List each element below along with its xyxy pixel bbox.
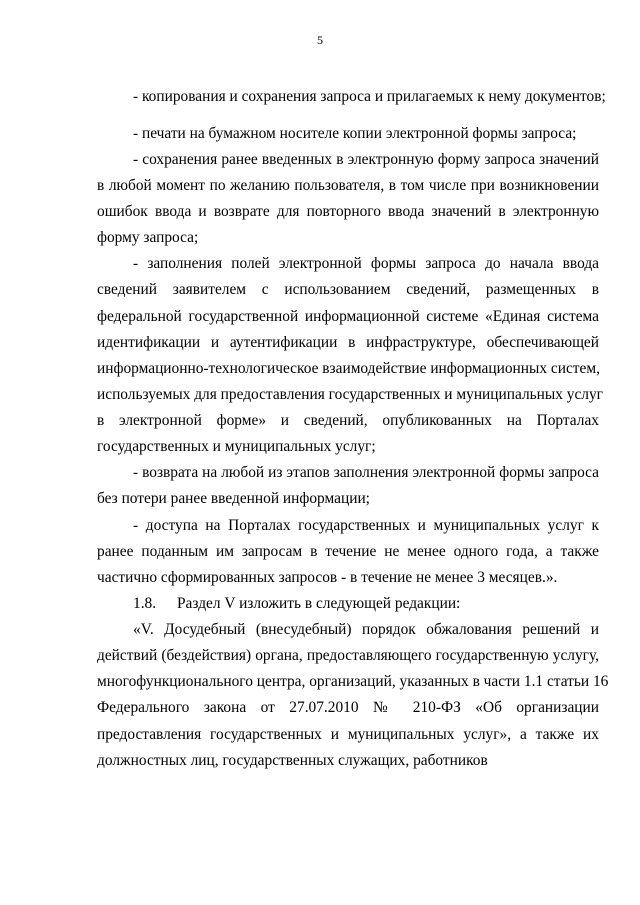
text-line: - сохранения ранее введенных в электронную форму запроса значений — [133, 151, 599, 168]
text-line: форму запроса; — [97, 229, 199, 246]
text-line: идентификации и аутентификации в инфраструктуре, обеспечивающей — [97, 334, 599, 351]
text-line: - копирования и сохранения запроса и прилагаемых к нему документов; — [133, 88, 606, 105]
text-line: предоставления государственных и муниципальных услуг», а также их — [97, 726, 599, 743]
text-line: - возврата на любой из этапов заполнения электронной формы запроса — [133, 464, 599, 481]
text-line: действий (бездействия) органа, предоставляющего государственную услугу, — [97, 647, 599, 664]
text-line: без потери ранее введенной информации; — [97, 490, 370, 507]
text-line: федеральной государственной информационной системе «Единая система — [97, 308, 599, 325]
text-line: многофункционального центра, организаций, указанных в части 1.1 статьи 16 — [97, 673, 609, 690]
text-line: государственных и муниципальных услуг; — [97, 438, 376, 455]
text-line: «V. Досудебный (внесудебный) порядок обжалования решений и — [133, 621, 599, 638]
text-line: информационно-технологическое взаимодействие информационных систем, — [97, 360, 600, 377]
text-line: ранее поданным им запросам в течение не менее одного года, а также — [97, 543, 599, 560]
section-heading: Раздел V изложить в следующей редакции: — [177, 595, 461, 612]
text-line: ошибок ввода и возврате для повторного ввода значений в электронную — [97, 203, 599, 220]
text-line: сведений заявителем с использованием сведений, размещенных в — [97, 281, 599, 298]
text-line: в любой момент по желанию пользователя, в том числе при возникновении — [97, 177, 599, 194]
page-number: 5 — [317, 33, 323, 47]
section-number: 1.8. — [133, 595, 157, 612]
text-line: Федерального закона от 27.07.2010 № 210-ФЗ «Об организации — [97, 699, 599, 716]
text-line: используемых для предоставления государственных и муниципальных услуг — [97, 386, 603, 403]
text-line: - заполнения полей электронной формы запроса до начала ввода — [133, 255, 599, 272]
text-line: в электронной форме» и сведений, опубликованных на Порталах — [97, 412, 599, 429]
text-line: - доступа на Порталах государственных и муниципальных услуг к — [133, 517, 599, 534]
text-line: частично сформированных запросов - в течение не менее 3 месяцев.». — [97, 569, 558, 586]
text-line: должностных лиц, государственных служащих, работников — [97, 752, 488, 769]
text-line: - печати на бумажном носителе копии электронной формы запроса; — [133, 125, 577, 142]
